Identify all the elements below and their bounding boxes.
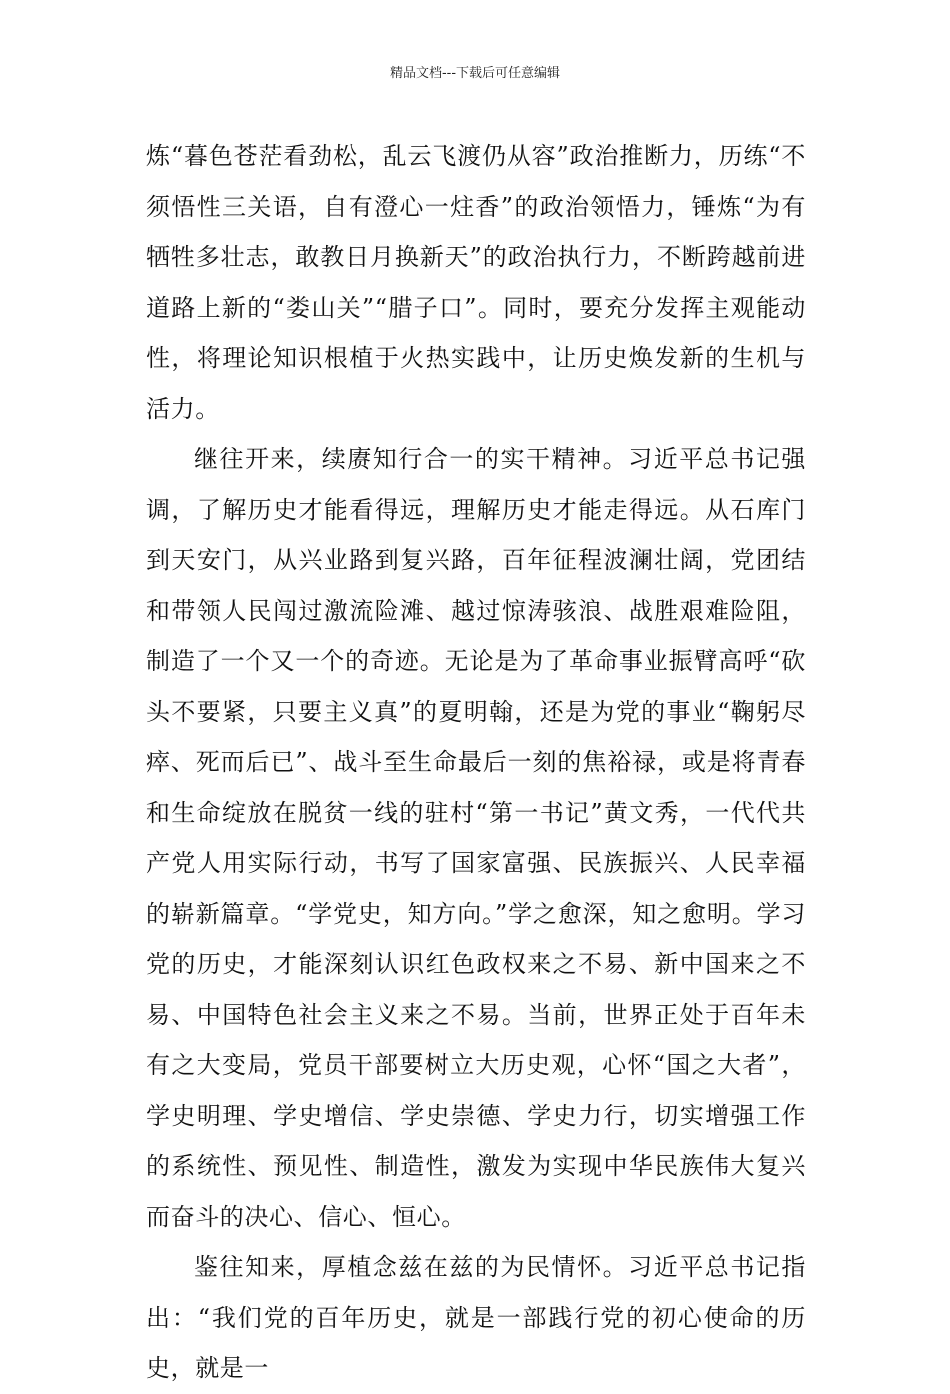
document-body <box>146 131 806 1394</box>
paragraph-practice-spirit: 继往开来，续赓知行合一的实干精神。习近平总书记强调，了解历史才能看得远，理解历史才能走得远。从石库门到天安门，从兴业路到复兴路，百年征程波澜壮阔，党团结和带领人民闯过激流险滩、越过惊涛骇浪、战胜艰难险阻，制造了一个又一个的奇迹。无论是为了革命事业振臂高呼“砍头不要紧，只要主义真”的夏明翰，还是为党的事业“鞠躬尽瘁、死而后已”、战斗至生命最后一刻的焦裕禄，或是将青春和生命绽放在脱贫一线的驻村“第一书记”黄文秀，一代代共产党人用实际行动，书写了国家富强、民族振兴、人民幸福的崭新篇章。“学党史，知方向。”学之愈深，知之愈明。学习党的历史，才能深刻认识红色政权来之不易、新中国来之不易、中国特色社会主义来之不易。当前，世界正处于百年未有之大变局，党员干部要树立大历史观，心怀“国之大者”，学史明理、学史增信、学史崇德、学史力行，切实增强工作的系统性、预见性、制造性，激发为实现中华民族伟大复兴而奋斗的决心、信心、恒心。 <box>146 445 806 1231</box>
page-header: 精品文档---下载后可任意编辑 <box>389 66 561 81</box>
paragraph-people-sentiment: 鉴往知来，厚植念兹在兹的为民情怀。习近平总书记指出：“我们党的百年历史，就是一部践行党的初心使命的历史，就是一 <box>146 1253 806 1382</box>
paragraph-continuation: 炼“暮色苍茫看劲松，乱云飞渡仍从容”政治推断力，历练“不须悟性三关语，自有澄心一炷香”的政治领悟力，锤炼“为有牺牲多壮志，敢教日月换新天”的政治执行力，不断跨越前进道路上新的“娄山关”“腊子口”。同时，要充分发挥主观能动性，将理论知识根植于火热实践中，让历史焕发新的生机与活力。 <box>146 142 806 423</box>
